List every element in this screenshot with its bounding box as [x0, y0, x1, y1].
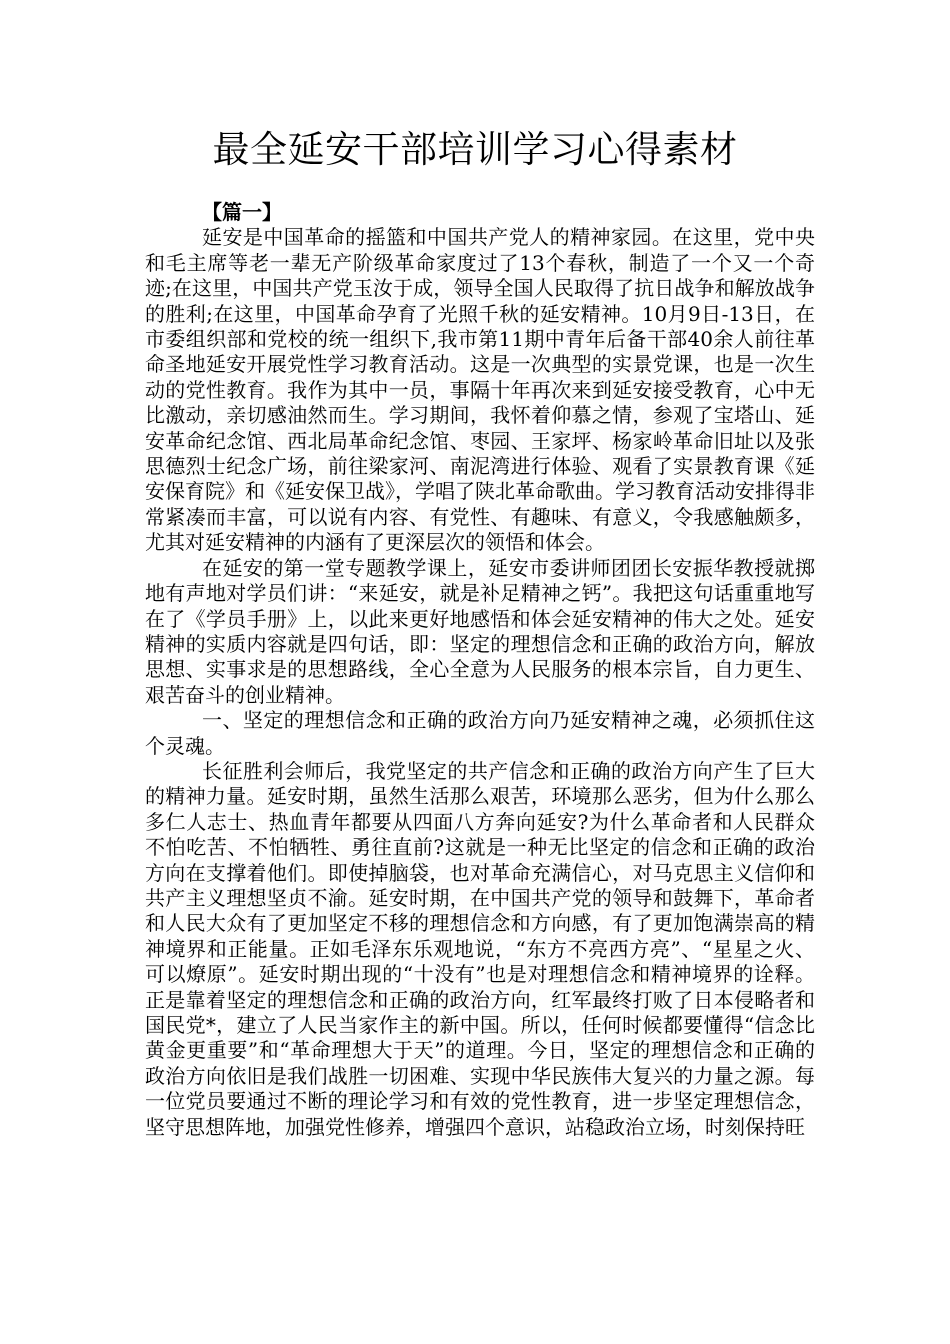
paragraph-first-lesson: 在延安的第一堂专题教学课上，延安市委讲师团团长安振华教授就掷地有声地对学员们讲：“来延安，就是补足精神之钙”。我把这句话重重地写在了《学员手册》上，以此来更好地感悟和体会延安精神的伟大之处。延安精神的实质内容就是四句话，即：坚定的理想信念和正确的政治方向，解放思想、实事求是的思想路线，全心全意为人民服务的根本宗旨，自力更生、艰苦奋斗的创业精神。: [145, 555, 815, 707]
paragraph-heading-one: 一、坚定的理想信念和正确的政治方向乃延安精神之魂，必须抓住这个灵魂。: [145, 708, 815, 758]
document-title: 最全延安干部培训学习心得素材: [212, 128, 738, 171]
section-label: 【篇一】: [202, 200, 282, 224]
paragraph-intro: 延安是中国革命的摇篮和中国共产党人的精神家园。在这里，党中央和毛主席等老一辈无产阶级革命家度过了13个春秋，制造了一个又一个奇迹;在这里，中国共产党玉汝于成，领导全国人民取得了抗日战争和解放战争的胜利;在这里，中国革命孕育了光照千秋的延安精神。10月9日-13日，在市委组织部和党校的统一组织下,我市第11期中青年后备干部40余人前往革命圣地延安开展党性学习教育活动。这是一次典型的实景党课，也是一次生动的党性教育。我作为其中一员，事隔十年再次来到延安接受教育，心中无比激动，亲切感油然而生。学习期间，我怀着仰慕之情，参观了宝塔山、延安革命纪念馆、西北局革命纪念馆、枣园、王家坪、杨家岭革命旧址以及张思德烈士纪念广场，前往梁家河、南泥湾进行体验、观看了实景教育课《延安保育院》和《延安保卫战》，学唱了陕北革命歌曲。学习教育活动安排得非常紧凑而丰富，可以说有内容、有党性、有趣味、有意义，令我感触颇多，尤其对延安精神的内涵有了更深层次的领悟和体会。: [145, 225, 815, 555]
paragraph-ideals: 长征胜利会师后，我党坚定的共产信念和正确的政治方向产生了巨大的精神力量。延安时期，虽然生活那么艰苦，环境那么恶劣，但为什么那么多仁人志士、热血青年都要从四面八方奔向延安?为什么革命者和人民群众不怕吃苦、不怕牺牲、勇往直前?这就是一种无比坚定的信念和正确的政治方向在支撑着他们。即使掉脑袋，也对革命充满信心，对马克思主义信仰和共产主义理想坚贞不渝。延安时期，在中国共产党的领导和鼓舞下，革命者和人民大众有了更加坚定不移的理想信念和方向感，有了更加饱满崇高的精神境界和正能量。正如毛泽东乐观地说，“东方不亮西方亮”、“星星之火、可以燎原”。延安时期出现的“十没有”也是对理想信念和精神境界的诠释。正是靠着坚定的理想信念和正确的政治方向，红军最终打败了日本侵略者和国民党*，建立了人民当家作主的新中国。所以，任何时候都要懂得“信念比黄金更重要”和“革命理想大于天”的道理。今日，坚定的理想信念和正确的政治方向依旧是我们战胜一切困难、实现中华民族伟大复兴的力量之源。每一位党员要通过不断的理论学习和有效的党性教育，进一步坚定理想信念，坚守思想阵地，加强党性修养，增强四个意识，站稳政治立场，时刻保持旺: [145, 758, 815, 1139]
document-body: [145, 200, 815, 1140]
